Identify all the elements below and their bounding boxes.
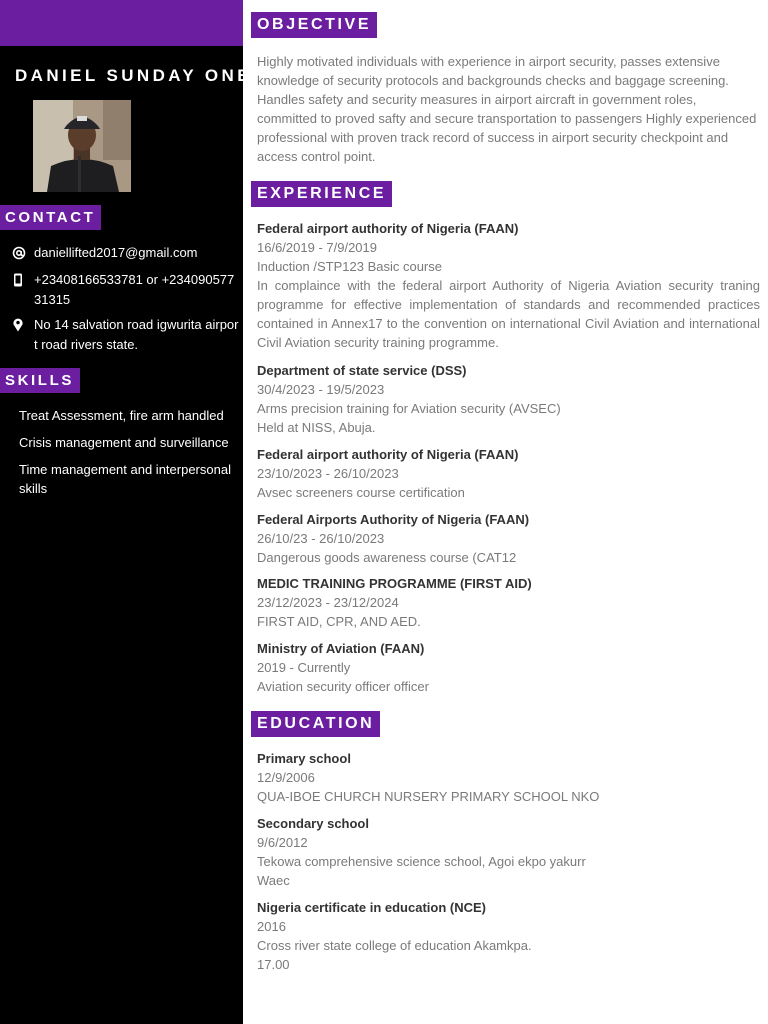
contact-phone-text: +23408166533781 or +23409057731315 <box>34 272 235 307</box>
entry-dates: 2019 - Currently <box>257 660 351 675</box>
entry-title: Federal Airports Authority of Nigeria (FAAN) <box>257 512 530 527</box>
entry-line: Tekowa comprehensive science school, Agoi ekpo yakurr <box>257 854 586 869</box>
experience-entry <box>257 445 760 502</box>
entry-dates: 23/10/2023 - 26/10/2023 <box>257 466 399 481</box>
entry-line: Induction /STP123 Basic course <box>257 259 442 274</box>
entry-title: Primary school <box>257 751 351 766</box>
entry-dates: 9/6/2012 <box>257 835 308 850</box>
entry-line: 17.00 <box>257 957 290 972</box>
experience-entry <box>257 574 760 631</box>
entry-dates: 2016 <box>257 919 286 934</box>
objective-heading: OBJECTIVE <box>251 12 377 38</box>
contact-address <box>12 315 240 354</box>
sidebar-top-accent-bar <box>0 0 243 46</box>
education-heading: EDUCATION <box>251 711 380 737</box>
skill-item: Time management and interpersonal skills <box>19 462 231 496</box>
entry-line: Waec <box>257 873 290 888</box>
entry-line: Held at NISS, Abuja. <box>257 420 376 435</box>
education-entry <box>257 814 760 890</box>
experience-entry <box>257 219 760 352</box>
location-pin-icon <box>12 315 34 334</box>
entry-line: FIRST AID, CPR, AND AED. <box>257 614 421 629</box>
entry-description: In complaince with the federal airport Authority of Nigeria Aviation security traning programme for effective implementation of standards and recommended practices contained in Annex17 to the convention on international Civil Aviation and international Civil Aviation security training programme. <box>257 278 760 350</box>
contact-phone <box>12 270 240 309</box>
entry-title: Nigeria certificate in education (NCE) <box>257 900 486 915</box>
entry-line: Avsec screeners course certification <box>257 485 465 500</box>
experience-entry <box>257 510 760 567</box>
entry-line: Dangerous goods awareness course (CAT12 <box>257 550 517 565</box>
entry-dates: 23/12/2023 - 23/12/2024 <box>257 595 399 610</box>
experience-heading: EXPERIENCE <box>251 181 392 207</box>
entry-dates: 26/10/23 - 26/10/2023 <box>257 531 385 546</box>
skill-item: Crisis management and surveillance <box>19 435 229 450</box>
profile-photo <box>33 100 131 192</box>
entry-dates: 12/9/2006 <box>257 770 315 785</box>
contact-address-text: No 14 salvation road igwurita airport road rivers state. <box>34 317 239 352</box>
experience-entry <box>257 361 760 437</box>
entry-dates: 16/6/2019 - 7/9/2019 <box>257 240 377 255</box>
entry-title: Ministry of Aviation (FAAN) <box>257 641 425 656</box>
sidebar <box>0 0 270 1024</box>
candidate-name: DANIEL SUNDAY ONEM <box>15 66 270 85</box>
phone-icon <box>12 270 34 289</box>
contact-email <box>12 243 240 263</box>
entry-title: Federal airport authority of Nigeria (FAAN) <box>257 447 519 462</box>
entry-title: Secondary school <box>257 816 369 831</box>
skills-heading: SKILLS <box>0 368 80 393</box>
entry-dates: 30/4/2023 - 19/5/2023 <box>257 382 385 397</box>
skill-item: Treat Assessment, fire arm handled <box>19 408 224 423</box>
entry-line: QUA-IBOE CHURCH NURSERY PRIMARY SCHOOL NKO <box>257 789 600 804</box>
objective-text: Highly motivated individuals with experience in airport security, passes extensive knowledge of security protocols and backgrounds checks and baggage screening. Handles safety and security measures in airport aircraft in government roles, committed to proved safty and secure transportation to passengers Highly experienced professional with proven track record of success in airport security checkpoint and access control point. <box>257 54 757 164</box>
profile-photo-image <box>33 100 131 192</box>
entry-line: Aviation security officer officer <box>257 679 429 694</box>
education-entry <box>257 898 760 974</box>
contact-email-text: daniellifted2017@gmail.com <box>34 245 198 260</box>
education-entry <box>257 749 760 806</box>
experience-entry <box>257 639 760 696</box>
contact-heading: CONTACT <box>0 205 101 230</box>
entry-title: MEDIC TRAINING PROGRAMME (FIRST AID) <box>257 576 532 591</box>
entry-title: Federal airport authority of Nigeria (FAAN) <box>257 221 519 236</box>
entry-line: Arms precision training for Aviation security (AVSEC) <box>257 401 561 416</box>
entry-line: Cross river state college of education Akamkpa. <box>257 938 532 953</box>
at-icon <box>12 243 34 262</box>
entry-title: Department of state service (DSS) <box>257 363 467 378</box>
